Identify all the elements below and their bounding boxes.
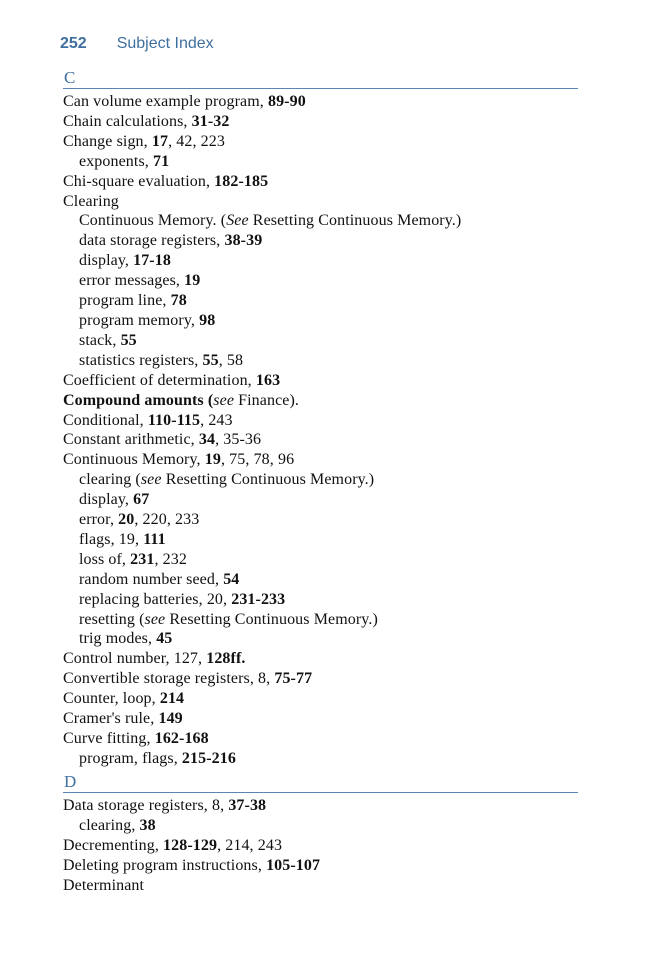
page-reference: 214	[159, 690, 185, 708]
entry-text: , 243	[200, 411, 233, 429]
index-subentry	[63, 231, 578, 251]
index-entry	[63, 371, 578, 391]
page-reference: 111	[143, 530, 166, 548]
index-entry	[63, 709, 578, 729]
index-entry	[63, 669, 578, 689]
page-reference: 105-107	[266, 856, 321, 874]
entry-text: stack,	[79, 331, 121, 349]
entry-list	[63, 796, 578, 896]
index-entry	[63, 836, 578, 856]
entry-text: Deleting program instructions,	[63, 856, 267, 874]
section-letter: C	[63, 68, 578, 89]
index-entry	[63, 92, 578, 112]
page-reference: 89-90	[267, 93, 306, 110]
entry-text: Conditional,	[63, 411, 148, 429]
entry-text: display,	[79, 252, 134, 270]
index-subentry	[63, 251, 578, 271]
index-entry	[63, 192, 578, 212]
index-entry	[63, 411, 578, 431]
index-entry	[63, 112, 578, 132]
page-reference: 19	[184, 272, 201, 290]
entry-text: Cramer's rule,	[63, 710, 159, 728]
entry-text: exponents,	[79, 152, 153, 170]
index-entry	[63, 450, 578, 470]
index-subentry	[63, 291, 578, 311]
index-entry	[63, 132, 578, 152]
index-subentry	[63, 816, 578, 836]
entry-text: , 42, 223	[168, 132, 225, 150]
page-reference: 75-77	[274, 670, 313, 688]
see-reference: see	[140, 471, 162, 489]
page-reference: 182-185	[214, 172, 269, 190]
entry-text: Convertible storage registers, 8,	[63, 670, 275, 688]
entry-text: error messages,	[79, 272, 185, 290]
entry-text: Data storage registers, 8,	[63, 797, 229, 814]
entry-text: , 232	[154, 550, 187, 568]
page-reference: 55	[202, 351, 219, 369]
index-subentry	[63, 211, 578, 231]
index-entry	[63, 729, 578, 749]
page-reference: 38	[139, 816, 156, 834]
entry-text: resetting (	[79, 610, 145, 628]
entry-text: , 75, 78, 96	[220, 451, 295, 469]
page-reference: 67	[133, 491, 150, 509]
index-entry	[63, 876, 578, 896]
page-reference: 215-216	[181, 749, 236, 767]
entry-text: flags, 19,	[79, 530, 144, 548]
index-entry	[63, 856, 578, 876]
entry-text: loss of,	[79, 550, 131, 568]
page-header	[60, 35, 214, 53]
entry-text: random number seed,	[79, 570, 224, 588]
index-section-d	[63, 772, 578, 896]
entry-text: , 220, 233	[134, 511, 200, 529]
page-reference: 162-168	[154, 730, 209, 747]
page-reference: 38-39	[224, 232, 263, 250]
entry-text: Continuous Memory,	[63, 451, 205, 469]
entry-text: trig modes,	[79, 630, 157, 648]
entry-text: Coefficient of determination,	[63, 371, 256, 389]
entry-text: clearing,	[79, 816, 140, 834]
page-reference: 71	[152, 152, 170, 170]
entry-text: Determinant	[63, 876, 145, 894]
page-reference: 54	[223, 570, 240, 588]
entry-text: Finance).	[234, 391, 300, 409]
entry-text: Can volume example program,	[63, 93, 268, 110]
index-subentry	[63, 331, 578, 351]
page-reference: 128ff.	[206, 650, 246, 668]
entry-list	[63, 92, 578, 769]
entry-text: clearing (	[79, 471, 141, 489]
entry-text: Curve fitting,	[63, 730, 155, 747]
index-subentry	[63, 530, 578, 550]
entry-text: Resetting Continuous Memory.)	[165, 610, 378, 628]
page-reference: 98	[199, 311, 216, 329]
entry-text: display,	[79, 491, 134, 509]
entry-text: Clearing	[63, 192, 119, 210]
index-subentry	[63, 470, 578, 490]
see-reference: see	[213, 391, 235, 409]
index-subentry	[63, 749, 578, 769]
index-entry	[63, 649, 578, 669]
index-subentry	[63, 590, 578, 610]
page-reference: 17	[151, 132, 169, 150]
page-reference: 78	[170, 292, 187, 310]
entry-text: , 58	[218, 351, 244, 369]
index-subentry	[63, 550, 578, 570]
entry-text: Continuous Memory. (	[79, 212, 227, 230]
index-subentry	[63, 351, 578, 371]
see-reference: see	[144, 610, 166, 628]
page-reference: 55	[120, 331, 137, 349]
entry-text: Constant arithmetic,	[63, 431, 199, 449]
entry-text: data storage registers,	[79, 232, 225, 250]
see-reference: See	[226, 212, 249, 230]
entry-text: error,	[79, 511, 119, 529]
page-reference: 163	[255, 371, 281, 389]
entry-text: Control number, 127,	[63, 650, 207, 668]
page-reference: 149	[158, 710, 183, 728]
page-reference: 231-233	[231, 590, 286, 608]
index-subentry	[63, 152, 578, 172]
entry-text: Chi-square evaluation,	[63, 172, 215, 190]
index-subentry	[63, 311, 578, 331]
entry-text: Counter, loop,	[63, 690, 160, 708]
entry-text: Chain calculations,	[63, 112, 192, 130]
index-entry	[63, 796, 578, 816]
page-reference: 128-129	[163, 836, 218, 854]
entry-text: replacing batteries, 20,	[79, 590, 232, 608]
page-reference: Compound amounts (	[63, 391, 214, 409]
entry-text: statistics registers,	[79, 351, 203, 369]
entry-text: Change sign,	[63, 132, 152, 150]
entry-text: Resetting Continuous Memory.)	[248, 212, 462, 230]
index-subentry	[63, 629, 578, 649]
page-reference: 37-38	[228, 797, 267, 814]
index-subentry	[63, 610, 578, 630]
entry-text: Decrementing,	[63, 836, 164, 854]
page-reference: 19	[204, 451, 221, 469]
index-entry	[63, 430, 578, 450]
entry-text: , 35-36	[215, 431, 262, 449]
entry-text: program line,	[79, 292, 171, 310]
entry-text: program memory,	[79, 311, 200, 329]
index-section-c	[63, 68, 578, 769]
index-subentry	[63, 490, 578, 510]
page-reference: 34	[198, 431, 216, 449]
index-subentry	[63, 510, 578, 530]
page-title: Subject Index	[116, 35, 214, 52]
page-reference: 20	[118, 511, 135, 529]
index-entry	[63, 172, 578, 192]
index-subentry	[63, 271, 578, 291]
page-reference: 17-18	[133, 252, 171, 270]
page-reference: 45	[156, 630, 173, 648]
entry-text: Resetting Continuous Memory.)	[161, 471, 375, 489]
index-subentry	[63, 570, 578, 590]
entry-text: program, flags,	[79, 749, 182, 767]
index-entry	[63, 391, 578, 411]
page-reference: 31-32	[191, 112, 230, 130]
page-number: 252	[60, 35, 87, 52]
index-entry	[63, 689, 578, 709]
page-reference: 110-115	[147, 411, 201, 429]
entry-text: , 214, 243	[217, 836, 283, 854]
page-reference: 231	[130, 550, 155, 568]
section-letter: D	[63, 772, 578, 793]
